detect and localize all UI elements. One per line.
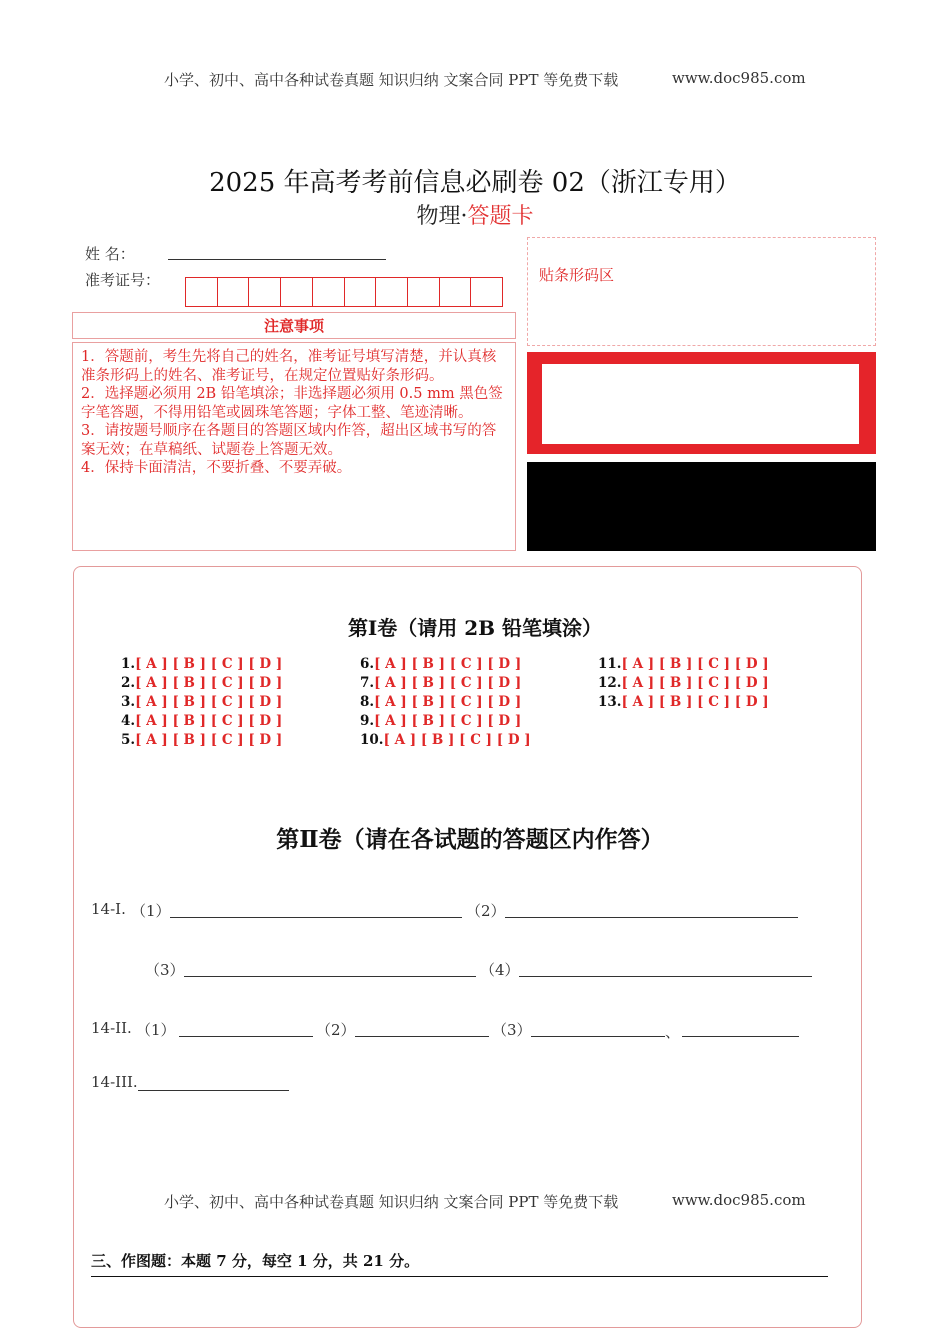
question-row[interactable]: 12.[ A ] [ B ] [ C ] [ D ] [598,675,769,691]
q14-1-label: 14-I. [91,900,126,918]
red-frame-block [527,352,876,454]
part1-title: 第Ⅰ卷（请用 2B 铅笔填涂） [347,616,603,640]
notice-title: 注意事项 [263,317,324,335]
barcode-label: 贴条形码区 [539,266,615,284]
q14-3-blank[interactable] [138,1090,289,1091]
question-row[interactable]: 8.[ A ] [ B ] [ C ] [ D ] [360,694,522,710]
page-footer-site: www.doc985.com [672,1191,806,1209]
barcode-area [527,237,876,346]
id-digit-box[interactable] [408,278,440,306]
black-block [527,462,876,551]
q14-1-blank1[interactable] [170,917,462,918]
subject-label: 物理· [416,204,468,229]
id-digit-box[interactable] [281,278,313,306]
name-field[interactable] [168,259,386,260]
q14-1-blank4[interactable] [519,976,812,977]
q14-2-blank1-label: （1） [136,1021,176,1039]
question-row[interactable]: 6.[ A ] [ B ] [ C ] [ D ] [360,656,522,672]
question-row[interactable]: 5.[ A ] [ B ] [ C ] [ D ] [121,732,283,748]
page-footer-text: 小学、初中、高中各种试卷真题 知识归纳 文案合同 PPT 等免费下载 [164,1193,619,1211]
q14-1-blank4-label: （4） [480,961,520,979]
question-row[interactable]: 2.[ A ] [ B ] [ C ] [ D ] [121,675,283,691]
q14-2-blank2-label: （2） [316,1021,356,1039]
question-row[interactable]: 1.[ A ] [ B ] [ C ] [ D ] [121,656,283,672]
id-digit-box[interactable] [313,278,345,306]
q14-2-label: 14-II. [91,1019,132,1037]
id-digit-box[interactable] [218,278,250,306]
notice-item: 2．选择题必须用 2B 铅笔填涂；非选择题必须用 0.5 mm 黑色签字笔答题，不得用铅笔或圆珠笔答题；字体工整、笔迹清晰。 [81,386,503,421]
notice-item: 4．保持卡面清洁，不要折叠、不要弄破。 [81,460,352,476]
q14-1-blank1-label: （1） [131,902,171,920]
question-row[interactable]: 11.[ A ] [ B ] [ C ] [ D ] [598,656,769,672]
question-row[interactable]: 10.[ A ] [ B ] [ C ] [ D ] [360,732,531,748]
q14-1-blank2-label: （2） [466,902,506,920]
id-digit-box[interactable] [249,278,281,306]
q14-1-blank3-label: （3） [145,961,185,979]
q14-2-separator: 、 [665,1023,681,1041]
question-row[interactable]: 13.[ A ] [ B ] [ C ] [ D ] [598,694,769,710]
id-digit-box[interactable] [440,278,472,306]
choice-col-1 [121,656,282,751]
id-digit-box[interactable] [186,278,218,306]
page-header-text: 小学、初中、高中各种试卷真题 知识归纳 文案合同 PPT 等免费下载 [164,71,619,89]
q14-1-blank3[interactable] [184,976,476,977]
id-label: 准考证号： [85,271,161,289]
q14-1-blank2[interactable] [505,917,798,918]
id-digit-box[interactable] [345,278,377,306]
q14-2-blank3-label: （3） [492,1021,532,1039]
choice-col-2 [360,656,531,751]
notice-title-box [72,312,516,339]
question-row[interactable]: 4.[ A ] [ B ] [ C ] [ D ] [121,713,283,729]
id-digit-box[interactable] [471,278,502,306]
q14-2-blank3a[interactable] [531,1036,665,1037]
card-label: 答题卡 [467,204,534,229]
page-subtitle [0,199,950,230]
id-number-boxes[interactable] [185,277,503,307]
notice-item: 3．请按题号顺序在各题目的答题区域内作答，超出区域书写的答案无效；在草稿纸、试题卷上答题无效。 [81,423,497,458]
part3-divider [91,1276,828,1277]
page-title: 2025 年高考考前信息必刷卷 02（浙江专用） [209,168,741,198]
page-header-site: www.doc985.com [672,69,806,87]
q14-2-blank1[interactable] [179,1036,313,1037]
question-row[interactable]: 3.[ A ] [ B ] [ C ] [ D ] [121,694,283,710]
q14-2-blank2[interactable] [355,1036,489,1037]
part3-title: 三、作图题：本题 7 分，每空 1 分，共 21 分。 [91,1252,420,1270]
name-label: 姓 名： [85,245,135,263]
notice-box [72,342,516,551]
question-row[interactable]: 9.[ A ] [ B ] [ C ] [ D ] [360,713,522,729]
part2-title: 第Ⅱ卷（请在各试题的答题区内作答） [276,826,664,853]
notice-item: 1．答题前，考生先将自己的姓名，准考证号填写清楚，并认真核准条形码上的姓名、准考证号，在规定位置贴好条形码。 [81,349,497,384]
q14-2-blank3b[interactable] [682,1036,799,1037]
id-digit-box[interactable] [376,278,408,306]
q14-3-label: 14-III. [91,1073,138,1091]
question-row[interactable]: 7.[ A ] [ B ] [ C ] [ D ] [360,675,522,691]
choice-col-3 [598,656,769,713]
red-frame-inner [542,364,859,444]
